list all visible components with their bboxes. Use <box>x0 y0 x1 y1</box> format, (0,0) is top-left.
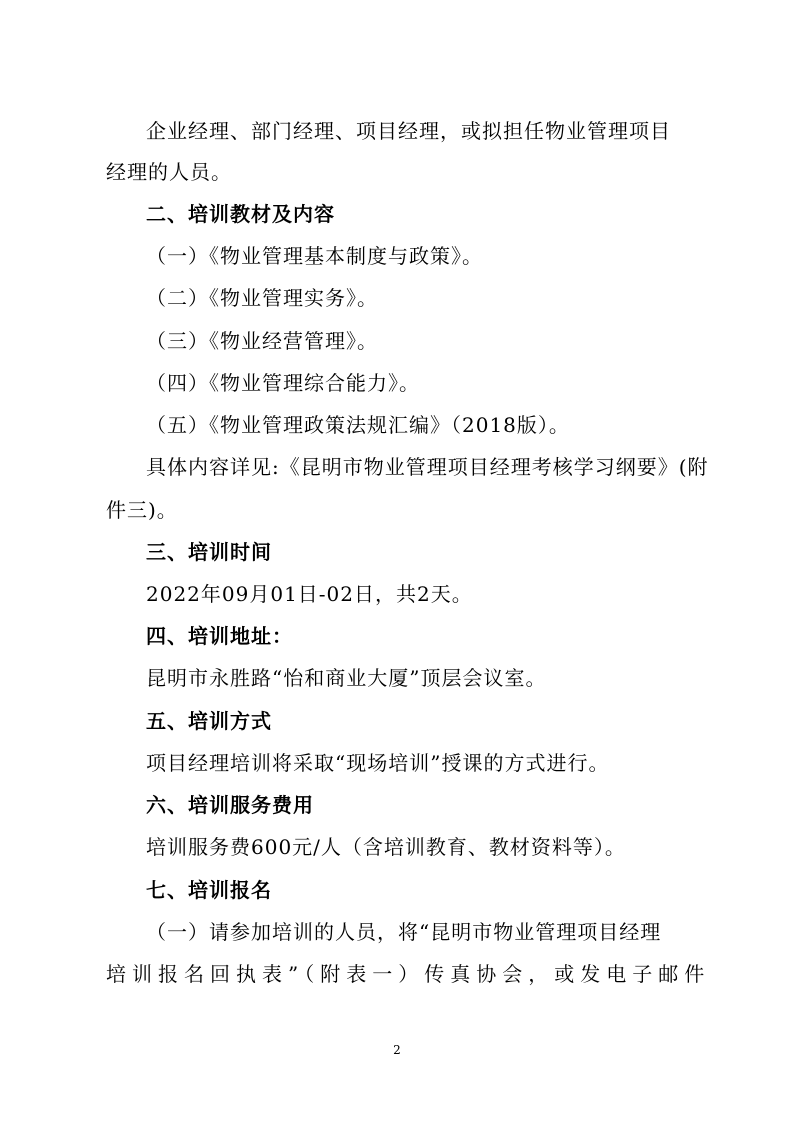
page-number: 2 <box>393 1043 401 1057</box>
body-line-1: 企业经理、部门经理、项目经理，或拟担任物业管理项目 <box>146 119 671 143</box>
list-item-1: （一）《物业管理基本制度与政策》。 <box>146 244 483 268</box>
detail-line-2: 件三)。 <box>106 498 178 522</box>
section-4-heading: 四、培训地址： <box>146 624 293 648</box>
section-3-text: 2022年09月01日-02日，共2天。 <box>146 582 473 606</box>
detail-line-1: 具体内容详见:《昆明市物业管理项目经理考核学习纲要》(附 <box>146 455 709 479</box>
section-7-line-1: （一）请参加培训的人员，将“昆明市物业管理项目经理 <box>146 920 662 944</box>
list-item-5: （五）《物业管理政策法规汇编》（2018版）。 <box>146 413 570 437</box>
section-2-heading: 二、培训教材及内容 <box>146 202 335 226</box>
section-4-text: 昆明市永胜路“怡和商业大厦”顶层会议室。 <box>146 666 547 690</box>
section-5-heading: 五、培训方式 <box>146 709 272 733</box>
list-item-4: （四）《物业管理综合能力》。 <box>146 371 420 395</box>
body-line-2: 经理的人员。 <box>106 160 232 184</box>
section-7-line-2: 培训报名回执表”（附表一）传真协会，或发电子邮件 <box>106 962 711 986</box>
list-item-2: （二）《物业管理实务》。 <box>146 286 378 310</box>
section-3-heading: 三、培训时间 <box>146 540 272 564</box>
section-6-text: 培训服务费600元/人（含培训教育、教材资料等）。 <box>146 835 626 859</box>
section-6-heading: 六、培训服务费用 <box>146 793 314 817</box>
section-7-heading: 七、培训报名 <box>146 878 272 902</box>
list-item-3: （三）《物业经营管理》。 <box>146 329 378 353</box>
section-5-text: 项目经理培训将采取“现场培训”授课的方式进行。 <box>146 751 610 775</box>
